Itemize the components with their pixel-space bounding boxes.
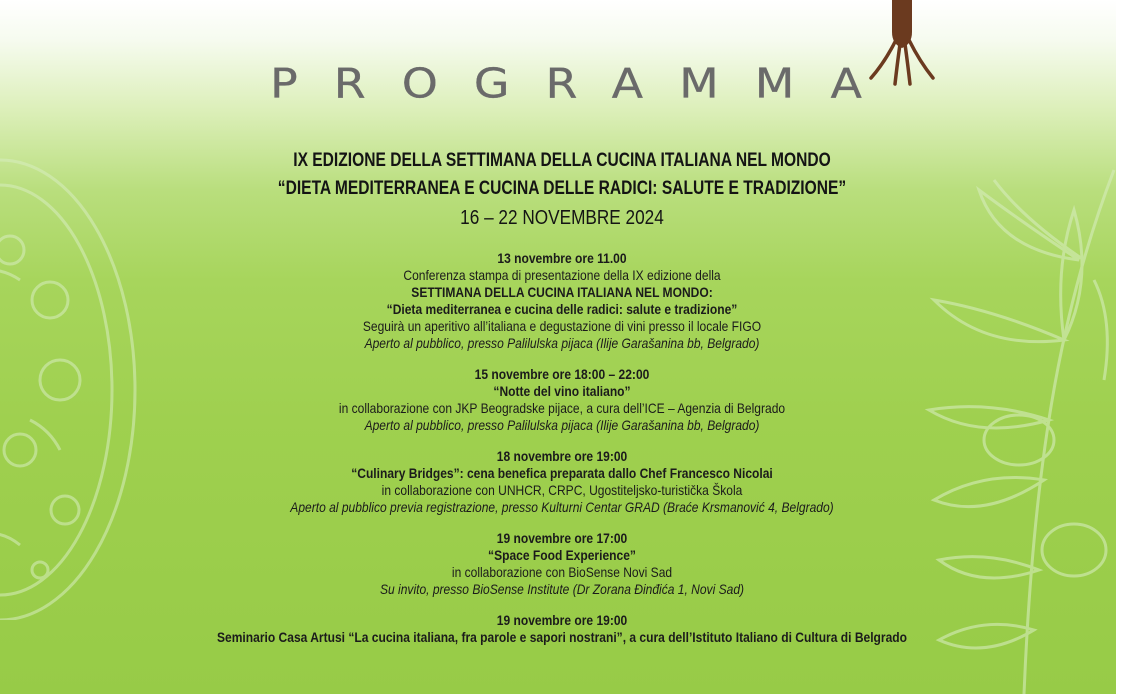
event-item — [0, 530, 1124, 598]
event-location: Su invito, presso BioSense Institute (Dr Zorana Đinđića 1, Novi Sad) — [379, 581, 745, 597]
event-item — [0, 366, 1124, 434]
event-datetime: 15 novembre ore 18:00 – 22:00 — [474, 366, 650, 382]
event-location: Aperto al pubblico, presso Palilulska pijaca (Ilije Garašanina bb, Belgrado) — [364, 417, 760, 433]
event-title: “Space Food Experience” — [488, 547, 636, 563]
event-title: SETTIMANA DELLA CUCINA ITALIANA NEL MONDO: — [411, 284, 713, 300]
event-line: Conferenza stampa di presentazione della IX edizione della — [403, 267, 721, 283]
edition-heading: IX EDIZIONE DELLA SETTIMANA DELLA CUCINA ITALIANA NEL MONDO — [293, 150, 831, 171]
theme-heading: “DIETA MEDITERRANEA E CUCINA DELLE RADICI: SALUTE E TRADIZIONE” — [277, 178, 847, 199]
event-item — [0, 448, 1124, 516]
event-list — [0, 250, 1124, 660]
event-datetime: 13 novembre ore 11.00 — [497, 250, 627, 266]
event-location: Aperto al pubblico, presso Palilulska pijaca (Ilije Garašanina bb, Belgrado) — [364, 335, 760, 351]
event-line: in collaborazione con JKP Beogradske pijace, a cura dell’ICE – Agenzia di Belgrado — [338, 400, 786, 416]
date-range: 16 – 22 NOVEMBRE 2024 — [460, 207, 664, 229]
event-line: in collaborazione con UNHCR, CRPC, Ugostiteljsko-turistička Škola — [381, 482, 743, 498]
event-title: “Culinary Bridges”: cena benefica preparata dallo Chef Francesco Nicolai — [351, 465, 773, 481]
event-title: Seminario Casa Artusi “La cucina italiana, fra parole e sapori nostrani”, a cura dell’Istituto Italiano di Cultura di Belgrado — [216, 629, 908, 645]
event-datetime: 18 novembre ore 19:00 — [496, 448, 628, 464]
page-title: PROGRAMMA — [270, 58, 898, 108]
event-line: in collaborazione con BioSense Novi Sad — [451, 564, 673, 580]
event-item — [0, 612, 1124, 646]
event-datetime: 19 novembre ore 19:00 — [496, 612, 628, 628]
event-item — [0, 250, 1124, 352]
event-title: “Notte del vino italiano” — [493, 383, 631, 399]
event-line: Seguirà un aperitivo all’italiana e degustazione di vini presso il locale FIGO — [362, 318, 762, 334]
event-datetime: 19 novembre ore 17:00 — [496, 530, 628, 546]
event-subtitle: “Dieta mediterranea e cucina delle radici: salute e tradizione” — [386, 301, 738, 317]
event-location: Aperto al pubblico previa registrazione, presso Kulturni Centar GRAD (Braće Krsmanović 4, Belgrado) — [290, 499, 834, 515]
edge-strip — [1116, 0, 1124, 694]
